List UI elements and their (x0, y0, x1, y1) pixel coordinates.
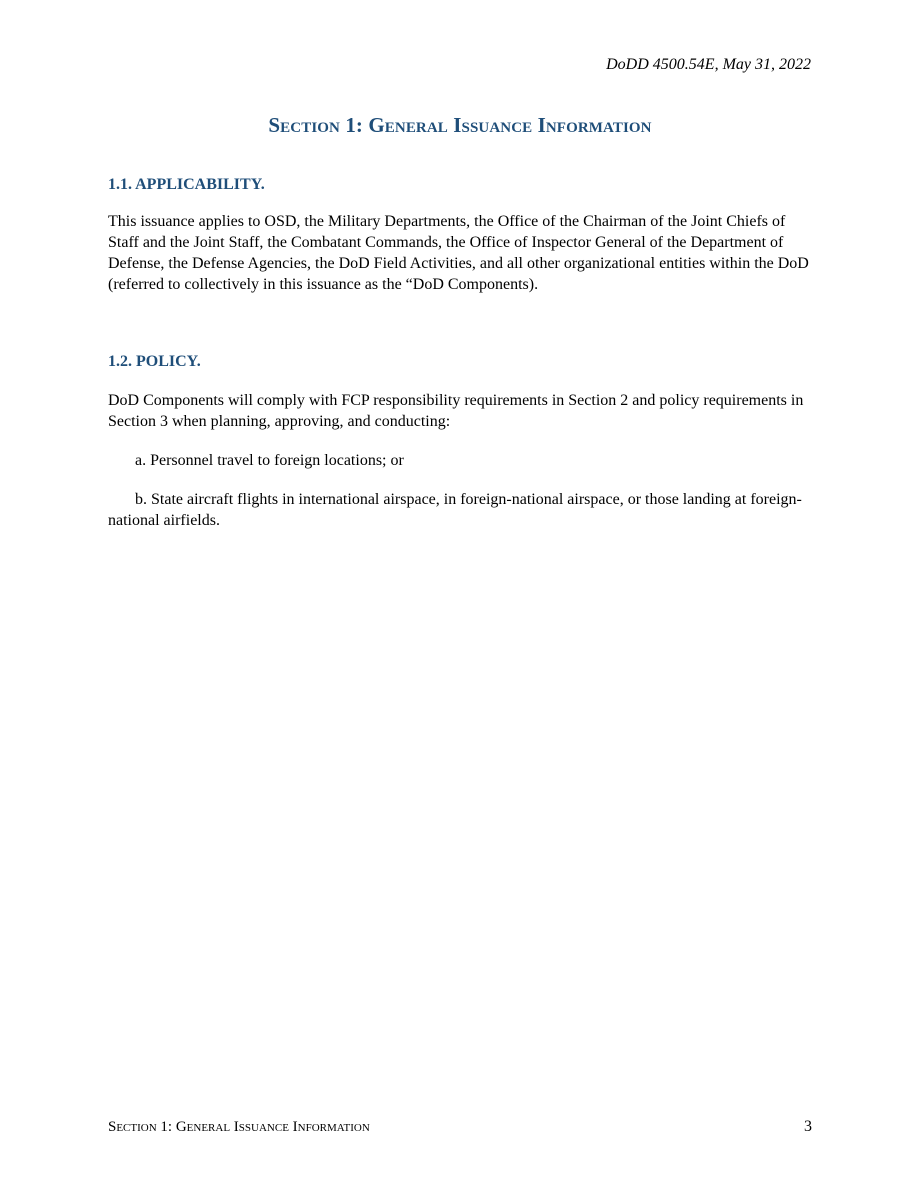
page-number: 3 (804, 1118, 812, 1135)
applicability-paragraph: This issuance applies to OSD, the Military Departments, the Office of the Chairman of the Joint Chiefs of Staff and the Joint Staff, the Combatant Commands, the Office of Inspector General of the Department of Defense, the Defense Agencies, the DoD Field Activities, and all other organizational entities within the DoD (referred to collectively in this issuance as the “DoD Components). (108, 213, 809, 293)
document-reference: DoDD 4500.54E, May 31, 2022 (606, 56, 811, 73)
policy-item-a: a. Personnel travel to foreign locations; or (135, 452, 404, 469)
policy-heading: 1.2. POLICY. (108, 353, 201, 370)
applicability-heading: 1.1. APPLICABILITY. (108, 176, 265, 193)
footer-section-title: Section 1: General Issuance Information (108, 1119, 370, 1135)
policy-item-b: b. State aircraft flights in international airspace, in foreign-national airspace, or those landing at foreign-national airfields. (108, 491, 802, 529)
section-title: Section 1: General Issuance Information (268, 113, 652, 137)
policy-paragraph: DoD Components will comply with FCP responsibility requirements in Section 2 and policy requirements in Section 3 when planning, approving, and conducting: (108, 392, 804, 430)
